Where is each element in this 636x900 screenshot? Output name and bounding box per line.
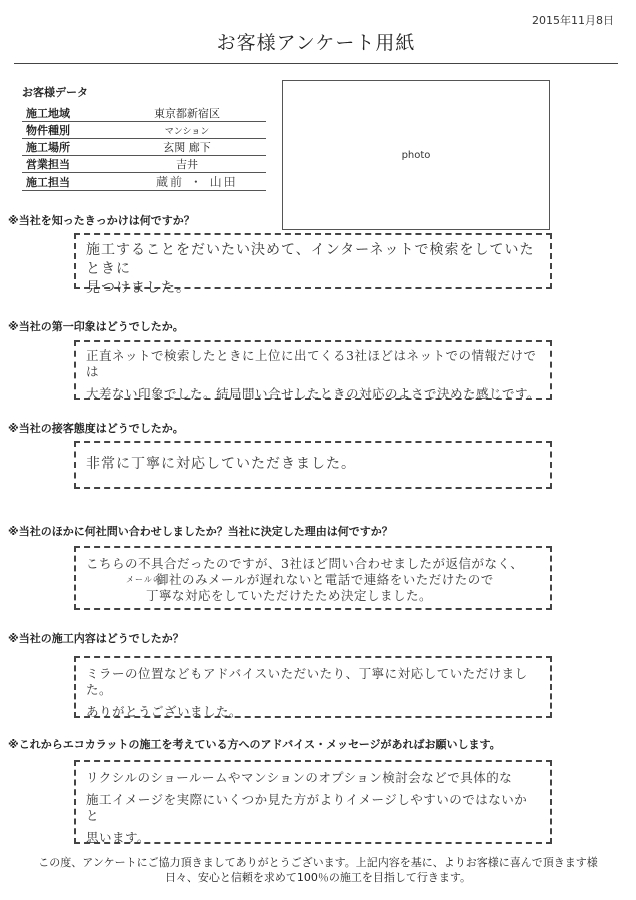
question-heading: ※当社の第一印象はどうでしたか。 <box>8 320 184 333</box>
answer-line: 御社のみメールが遅れないと電話で連絡をいただけたので <box>156 572 494 587</box>
answer-line: ミラーの位置などもアドバイスいただいたり、丁寧に対応していただけました。 <box>86 666 528 697</box>
answer-line: こちらの不具合だったのですが、3社ほど問い合わせましたが返信がなく、 <box>86 556 524 571</box>
page-title: お客様アンケート用紙 <box>216 32 416 54</box>
question-heading: ※これからエコカラットの施工を考えている方へのアドバイス・メッセージがあればお願いします。 <box>8 738 501 751</box>
row-value: 玄関 廊下 <box>108 139 266 156</box>
answer-box <box>74 340 552 400</box>
photo-placeholder <box>282 80 550 230</box>
answer-line: ありがとうございました。 <box>86 704 243 719</box>
row-value: マンション <box>108 122 266 139</box>
customer-data-table <box>22 105 266 191</box>
table-row <box>22 139 266 156</box>
answer-box <box>74 233 552 296</box>
row-label: 営業担当 <box>22 156 108 173</box>
answer-line: 大差ない印象でした。結局問い合せしたときの対応のよさで決めた感じです。 <box>86 386 541 401</box>
survey-date: 2015年11月8日 <box>532 14 614 27</box>
row-value: 吉井 <box>108 156 266 173</box>
answer-line: 見つけました。 <box>86 280 191 296</box>
answer-line: 思います。 <box>86 830 151 845</box>
answer-box <box>74 441 552 489</box>
question-heading: ※当社の施工内容はどうでしたか？ <box>8 632 184 645</box>
row-value: 東京都新宿区 <box>108 105 266 122</box>
title-divider <box>14 63 618 64</box>
footer-message <box>14 855 622 885</box>
answer-line: 丁寧な対応をしていただけたため決定しました。 <box>146 588 433 603</box>
row-label: 施工地域 <box>22 105 108 122</box>
question-heading: ※当社を知ったきっかけは何ですか？ <box>8 214 195 227</box>
answer-box <box>74 546 552 610</box>
customer-data-heading: お客様データ <box>22 86 88 99</box>
answer-line: 施工イメージを実際にいくつか見た方がよりイメージしやすいのではないかと <box>86 792 528 823</box>
table-row <box>22 105 266 122</box>
question-heading: ※当社の接客態度はどうでしたか。 <box>8 422 184 435</box>
answer-line: 正直ネットで検索したときに上位に出てくる3社ほどはネットでの情報だけでは <box>86 348 537 379</box>
answer-annotation: メールの <box>126 575 162 584</box>
row-value-handwritten: 蔵前 ・ 山田 <box>108 173 266 191</box>
footer-line: この度、アンケートにご協力頂きましてありがとうございます。上記内容を基に、よりお客様に喜んで頂きます様 <box>38 856 598 869</box>
answer-box <box>74 760 552 844</box>
table-row <box>22 173 266 191</box>
table-row <box>22 156 266 173</box>
photo-label: photo <box>401 149 431 161</box>
table-row <box>22 122 266 139</box>
answer-line: 施工することをだいたい決めて、インターネットで検索をしていたときに <box>86 242 535 277</box>
answer-line: リクシルのショールームやマンションのオプション検討会などで具体的な <box>86 770 513 785</box>
answer-box <box>74 656 552 718</box>
row-label: 施工場所 <box>22 139 108 156</box>
answer-line: 非常に丁寧に対応していただきました。 <box>86 456 356 472</box>
question-heading: ※当社のほかに何社問い合わせしましたか？当社に決定した理由は何ですか？ <box>8 525 393 538</box>
row-label: 物件種別 <box>22 122 108 139</box>
row-label: 施工担当 <box>22 173 108 191</box>
footer-line: 日々、安心と信頼を求めて100％の施工を目指して行きます。 <box>164 871 472 884</box>
